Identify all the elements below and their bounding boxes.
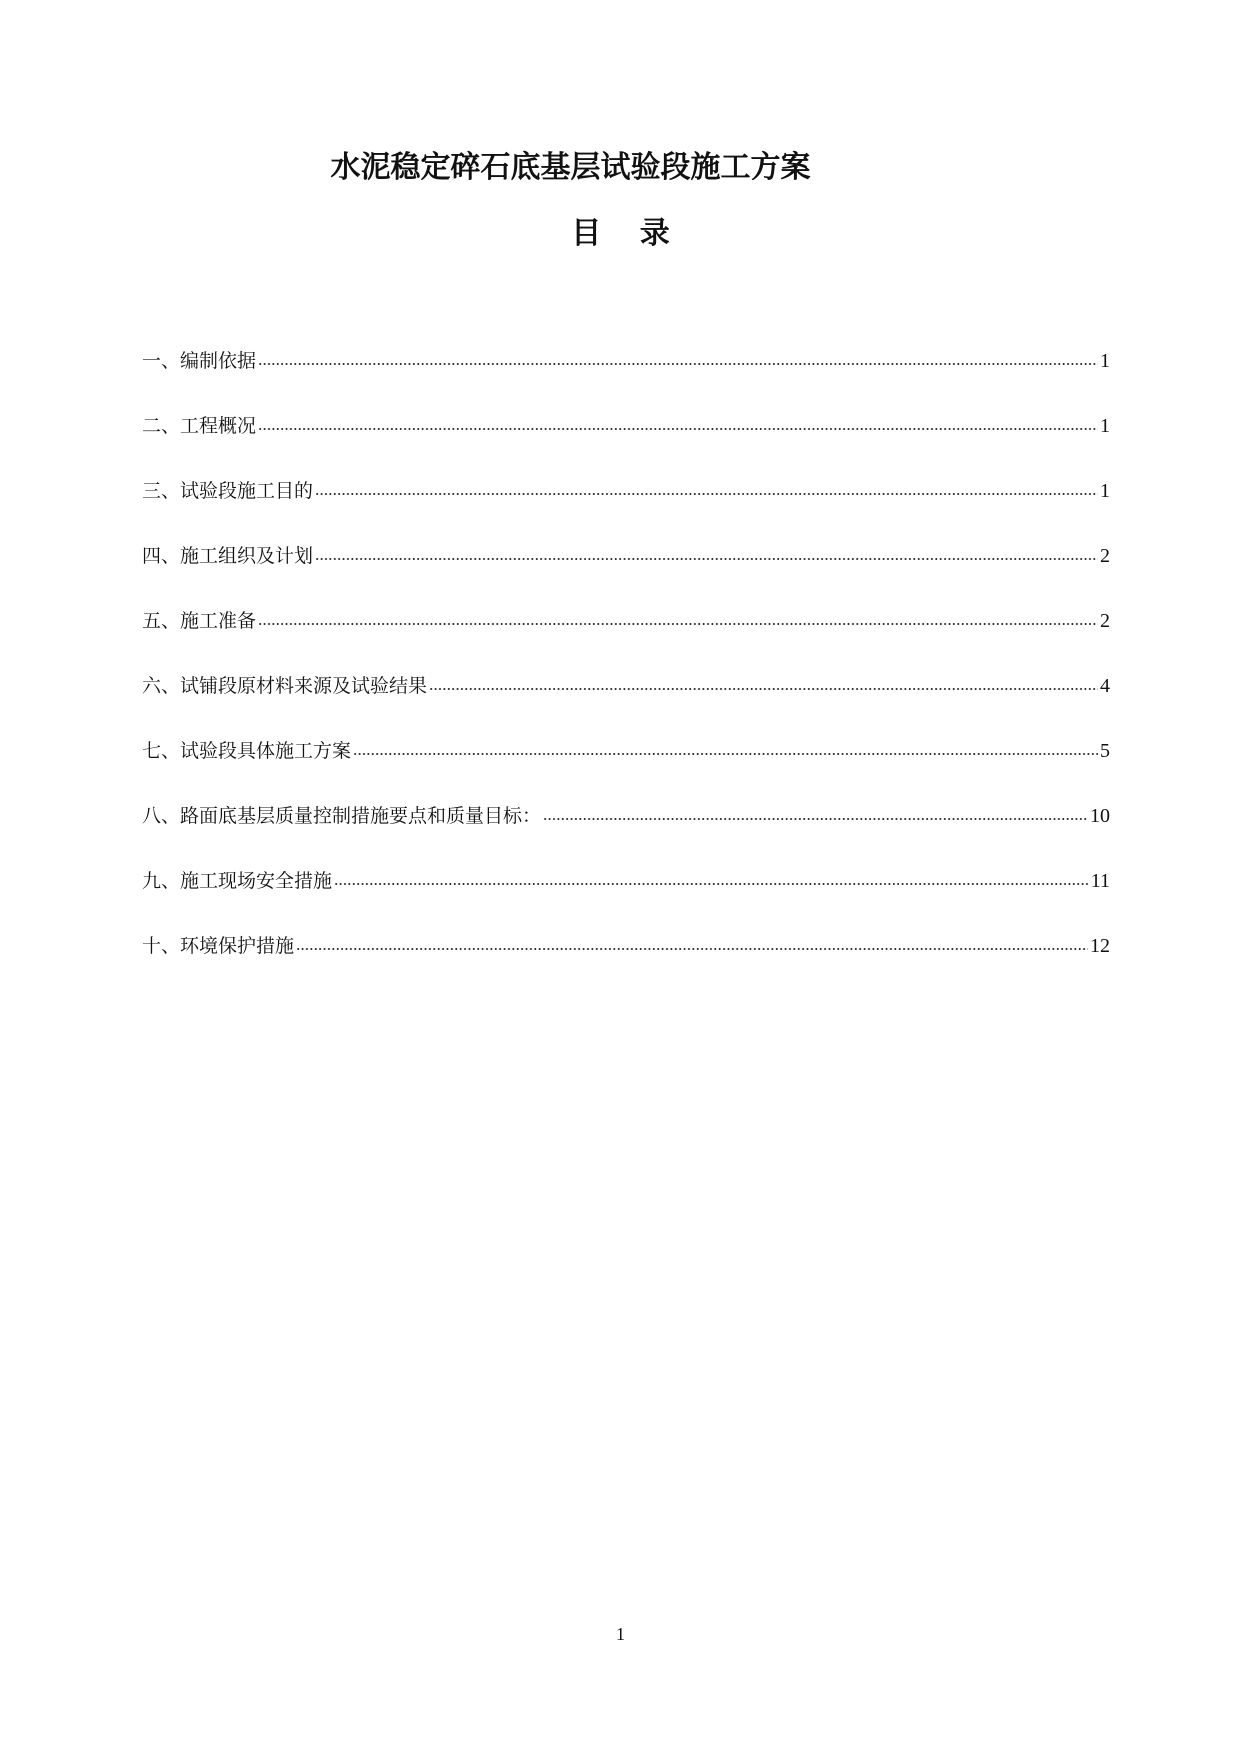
toc-entry[interactable] (142, 408, 1110, 473)
toc-dot-leader (429, 687, 1098, 691)
toc-entry-label: 三、试验段施工目的 (142, 480, 314, 502)
toc-entry-page: 1 (1100, 350, 1110, 372)
toc-entry-label: 七、试验段具体施工方案 (142, 740, 352, 762)
toc-entry-page: 2 (1100, 610, 1110, 632)
toc-entry-label: 二、工程概况 (142, 415, 257, 437)
toc-entry[interactable] (142, 733, 1110, 798)
toc-entry-label: 六、试铺段原材料来源及试验结果 (142, 675, 428, 697)
toc-dot-leader (353, 752, 1098, 756)
toc-entry[interactable] (142, 798, 1110, 863)
toc-entry[interactable] (142, 473, 1110, 538)
toc-entry-page: 2 (1100, 545, 1110, 567)
toc-dot-leader (258, 362, 1098, 366)
toc-entry-page: 12 (1090, 935, 1110, 957)
toc-entry[interactable] (142, 538, 1110, 603)
toc-entry-label: 四、施工组织及计划 (142, 545, 314, 567)
toc-dot-leader (334, 882, 1089, 886)
toc-entry-page: 11 (1090, 870, 1110, 892)
toc-dot-leader (315, 492, 1098, 496)
toc-heading: 目 录 (571, 216, 684, 251)
toc-entry-page: 1 (1100, 415, 1110, 437)
toc-entry-page: 1 (1100, 480, 1110, 502)
page-number: 1 (616, 1624, 625, 1644)
toc-entry[interactable] (142, 668, 1110, 733)
document-title: 水泥稳定碎石底基层试验段施工方案 (330, 150, 811, 185)
toc-entry[interactable] (142, 928, 1110, 993)
toc-entry[interactable] (142, 603, 1110, 668)
toc-entry-page: 4 (1100, 675, 1110, 697)
toc-entry[interactable] (142, 863, 1110, 928)
toc-entry-label: 十、环境保护措施 (142, 935, 295, 957)
toc-entry-page: 5 (1100, 740, 1110, 762)
toc-entry-page: 10 (1090, 805, 1110, 827)
toc-dot-leader (296, 947, 1088, 951)
toc-dot-leader (258, 427, 1098, 431)
toc-entry-label: 五、施工准备 (142, 610, 257, 632)
toc-entry-label: 一、编制依据 (142, 350, 257, 372)
toc-dot-leader (543, 817, 1088, 821)
toc-entry-label: 九、施工现场安全措施 (142, 870, 333, 892)
toc-entry-label: 八、路面底基层质量控制措施要点和质量目标： (142, 805, 542, 827)
toc-dot-leader (315, 557, 1098, 561)
toc-dot-leader (258, 622, 1098, 626)
table-of-contents (142, 343, 1110, 993)
toc-entry[interactable] (142, 343, 1110, 408)
